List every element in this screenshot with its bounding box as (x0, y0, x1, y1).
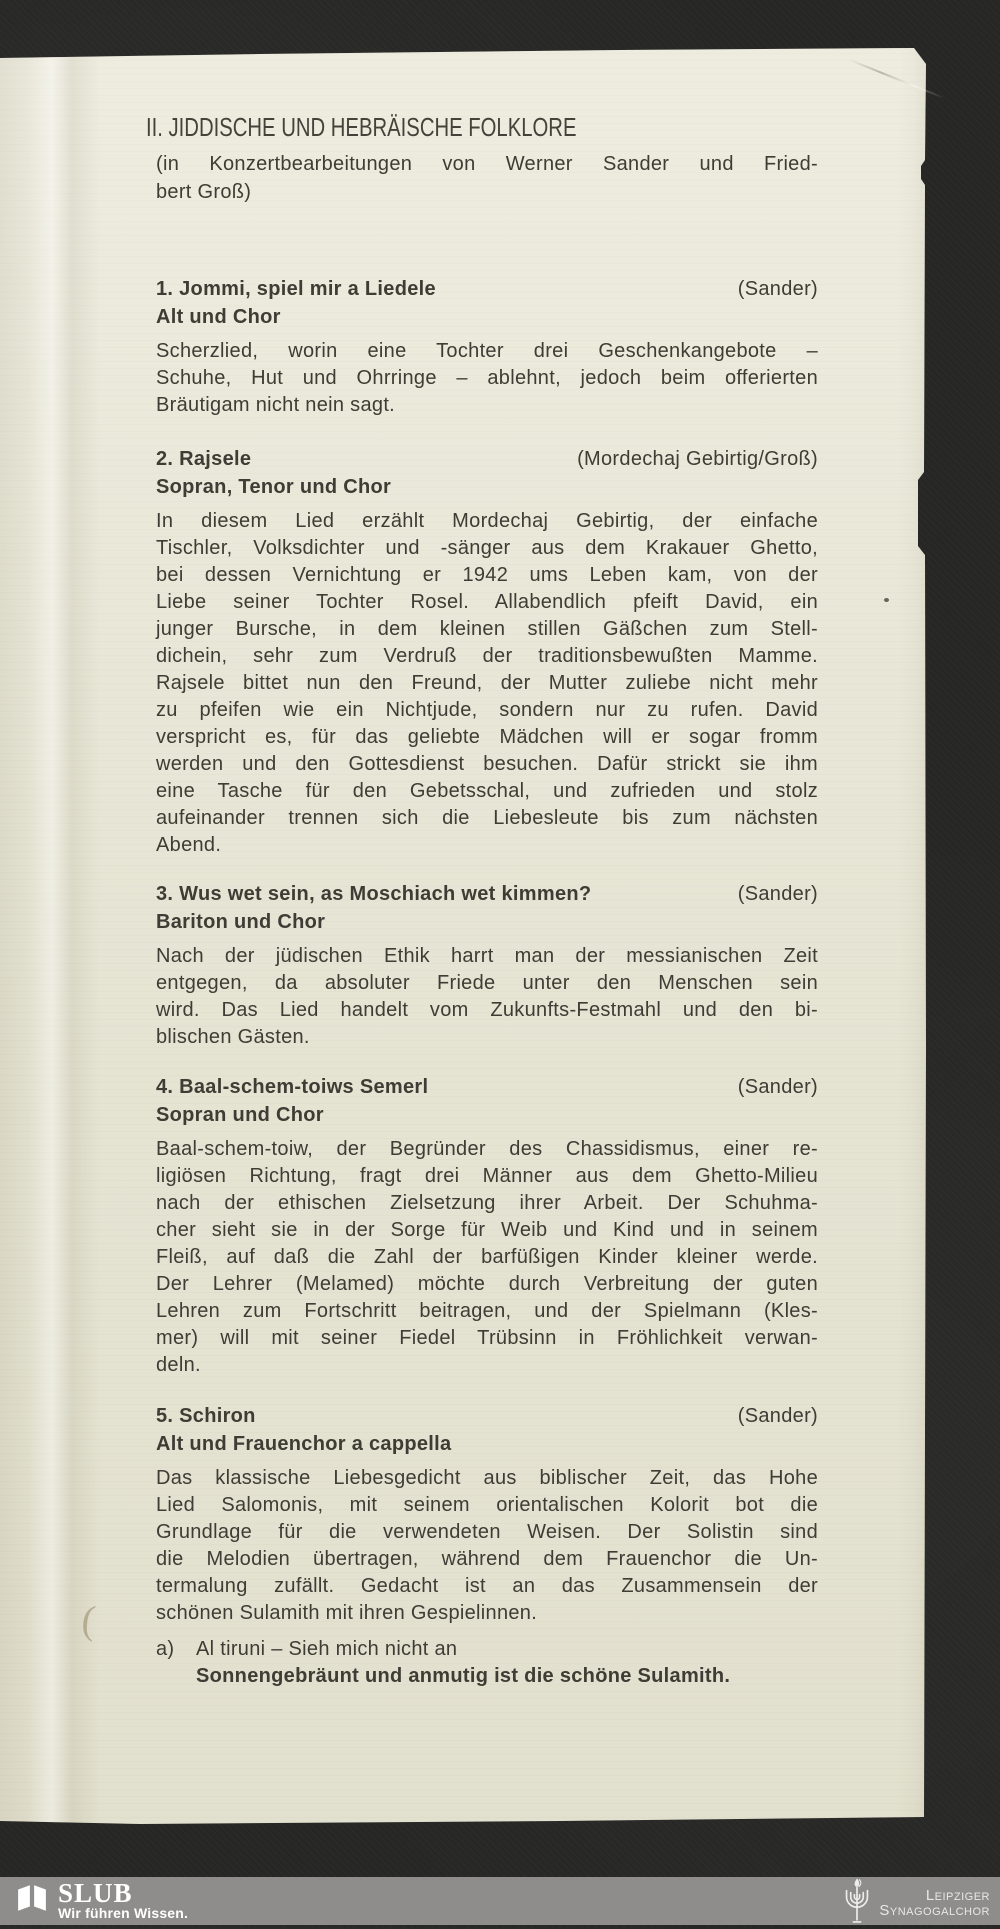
text-line: bert Groß) (156, 181, 252, 203)
text-line: Lied Salomonis, mit seinem orientalischen Kolorit bot die (156, 1494, 818, 1516)
subitem-text: Sonnengebräunt und anmutig ist die schöne Sulamith. (196, 1665, 731, 1687)
text-line: die Melodien übertragen, während dem Frauenchor die Un- (156, 1548, 818, 1570)
text-line: dichein, sehr zum Verdruß der traditionsbewußten Mamme. (156, 645, 818, 667)
text-line: bei dessen Vernichtung er 1942 ums Leben kam, von der (156, 564, 818, 586)
document-title: II. JIDDISCHE UND HEBRÄISCHE FOLKLORE (146, 112, 577, 142)
song-section (156, 445, 818, 859)
song-section (156, 275, 818, 419)
text-line: Tischler, Volksdichter und -sänger aus dem Krakauer Ghetto, (156, 537, 818, 559)
synagogalchor-name-line1: Leipziger (925, 1887, 990, 1904)
text-line: Der Lehrer (Melamed) möchte durch Verbreitung der guten (156, 1273, 818, 1295)
song-scoring: Alt und Chor (156, 306, 281, 328)
text-line: ligiösen Richtung, fragt drei Männer aus dem Ghetto-Milieu (156, 1165, 818, 1187)
song-heading (156, 1402, 818, 1430)
synagogalchor-text (879, 1889, 990, 1918)
song-heading (156, 1073, 818, 1101)
song-description (156, 943, 818, 1051)
text-line: blischen Gästen. (156, 1026, 310, 1048)
text-line: mer) will mit seiner Fiedel Trübsinn in Fröhlichkeit verwan- (156, 1327, 818, 1349)
text-line: Lehren zum Fortschritt beitragen, und der Spielmann (Kles- (156, 1300, 818, 1322)
song-description (156, 1465, 818, 1627)
text-line: termalung zufällt. Gedacht ist an das Zusammensein der (156, 1575, 818, 1597)
song-attribution: (Sander) (737, 1405, 818, 1427)
song-attribution: (Sander) (737, 1076, 818, 1098)
text-line: verspricht es, für das geliebte Mädchen will er sogar fromm (156, 726, 818, 748)
song-scoring: Alt und Frauenchor a cappella (156, 1433, 452, 1455)
subitem-label: a) (156, 1638, 175, 1660)
text-line: Liebe seiner Tochter Rosel. Allabendlich pfeift David, ein (156, 591, 818, 613)
text-line: eine Tasche für den Gebetsschal, und zufrieden und stolz (156, 780, 818, 802)
song-attribution: (Sander) (737, 278, 818, 300)
text-line: cher sieht sie in der Sorge für Weib und Kind und in seinem (156, 1219, 818, 1241)
menorah-icon (841, 1878, 873, 1929)
open-book-icon (16, 1883, 48, 1918)
text-line: entgegen, da absoluter Friede unter den Menschen sein (156, 972, 818, 994)
text-line: Scherzlied, worin eine Tochter drei Geschenkangebote – (156, 340, 818, 362)
text-line: Rajsele bittet nun den Freund, der Mutter zuliebe nicht mehr (156, 672, 818, 694)
slub-logo (16, 1880, 188, 1921)
text-line: nach der ethischen Zielsetzung ihrer Arbeit. Der Schuhma- (156, 1192, 818, 1214)
synagogalchor-name-line2: Synagogalchor (879, 1902, 990, 1919)
song-attribution: (Mordechaj Gebirtig/Groß) (577, 448, 818, 470)
text-line: Baal-schem-toiw, der Begründer des Chassidismus, einer re- (156, 1138, 818, 1160)
text-line: aufeinander trennen sich die Liebesleute bis zum nächsten (156, 807, 818, 829)
text-line: schönen Sulamith mit ihren Gespielinnen. (156, 1602, 538, 1624)
text-line: deln. (156, 1354, 201, 1376)
subitem-title: Al tiruni – Sieh mich nicht an (196, 1638, 458, 1660)
song-scoring: Sopran und Chor (156, 1104, 324, 1126)
text-line: wird. Das Lied handelt vom Zukunfts-Festmahl und den bi- (156, 999, 818, 1021)
handwritten-paren-mark: ( (79, 1596, 98, 1643)
song-section (156, 880, 818, 1051)
song-heading (156, 445, 818, 473)
song-scoring: Bariton und Chor (156, 911, 326, 933)
song-title: 1. Jommi, spiel mir a Liedele (156, 278, 436, 300)
song-section (156, 1402, 818, 1627)
text-line: Das klassische Liebesgedicht aus biblischer Zeit, das Hohe (156, 1467, 818, 1489)
text-line: In diesem Lied erzählt Mordechaj Gebirtig, der einfache (156, 510, 818, 532)
song-heading (156, 880, 818, 908)
song-description (156, 338, 818, 419)
song-scoring: Sopran, Tenor und Chor (156, 476, 392, 498)
text-line: Fleiß, auf daß die Zahl der barfüßigen Kinder kleiner werde. (156, 1246, 818, 1268)
song-description (156, 1136, 818, 1379)
text-line: Bräutigam nicht nein sagt. (156, 394, 396, 416)
song-description (156, 508, 818, 859)
text-line: Schuhe, Hut und Ohrringe – ablehnt, jedoch beim offerierten (156, 367, 818, 389)
text-line: werden und den Gottesdienst besuchen. Dafür strickt sie ihm (156, 753, 818, 775)
slub-tagline: Wir führen Wissen. (58, 1905, 189, 1921)
document-subtitle (156, 150, 818, 206)
song-title: 2. Rajsele (156, 448, 252, 470)
slub-text (58, 1880, 188, 1921)
song-heading (156, 275, 818, 303)
song-title: 5. Schiron (156, 1405, 256, 1427)
text-line: junger Bursche, in dem kleinen stillen Gäßchen zum Stell- (156, 618, 818, 640)
synagogalchor-logo (841, 1878, 990, 1929)
song-title: 3. Wus wet sein, as Moschiach wet kimmen? (156, 883, 592, 905)
song-attribution: (Sander) (737, 883, 818, 905)
slub-wordmark: SLUB (58, 1878, 133, 1908)
text-line: zu pfeifen wie ein Nichtjude, sondern nur zu rufen. David (156, 699, 818, 721)
song-section (156, 1073, 818, 1379)
subitem-a (156, 1636, 818, 1690)
text-line: Nach der jüdischen Ethik harrt man der messianischen Zeit (156, 945, 818, 967)
text-line: Abend. (156, 834, 222, 856)
text-line: Grundlage für die verwendeten Weisen. Der Solistin sind (156, 1521, 818, 1543)
subitem-title-line (156, 1636, 818, 1663)
text-line: (in Konzertbearbeitungen von Werner Sander und Fried- (156, 153, 818, 175)
song-title: 4. Baal-schem-toiws Semerl (156, 1076, 429, 1098)
footer-banner (0, 1877, 1000, 1925)
